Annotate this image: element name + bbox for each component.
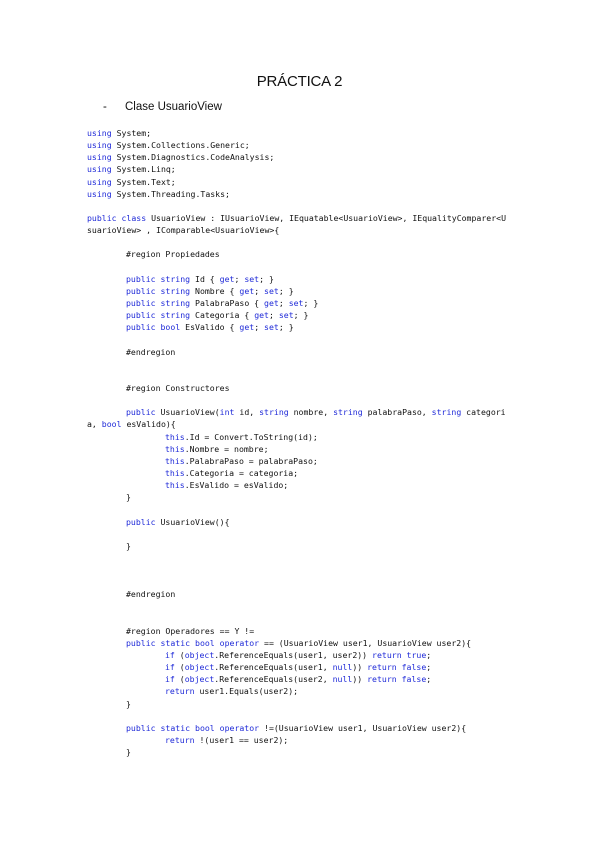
code-line [87,406,527,418]
code-keyword: this [165,467,185,478]
code-keyword: set [264,285,279,296]
code-line [87,625,527,637]
code-text: == (UsuarioView user1, UsuarioView user2){ [259,637,472,648]
code-text: ; [426,674,432,685]
code-line [87,734,527,746]
code-keyword: get [219,273,235,284]
code-line [87,637,527,649]
code-line [87,503,527,515]
code-line [87,139,527,151]
code-keyword: string [333,407,363,418]
code-line [87,491,527,503]
code-line [87,661,527,673]
code-line [87,673,527,685]
code-keyword: if [165,674,175,685]
code-text: ; [254,322,265,333]
code-text: .Categoria = categoria; [184,467,299,478]
bullet-dash: - [103,101,107,113]
section-heading-text: Clase UsuarioView [125,101,222,113]
code-keyword: public class [87,212,147,223]
code-keyword: null [332,662,353,673]
code-line [87,188,527,200]
code-keyword: public [126,516,156,527]
code-keyword: return [165,686,195,697]
code-keyword: int [219,407,235,418]
code-keyword: using [87,152,112,163]
code-text: )) [352,674,368,685]
code-keyword: using [87,128,112,138]
code-keyword: return false [367,674,427,685]
code-text: Categoria { [190,310,255,321]
code-text: } [126,747,131,758]
code-text: palabraPaso, [362,407,432,418]
code-text: #region Operadores == Y != [126,625,255,636]
code-line [87,746,527,758]
code-line [87,710,527,722]
code-keyword: return true [372,650,427,661]
code-keyword: using [87,176,112,187]
code-line [87,516,527,528]
code-text: ; [426,662,432,673]
code-text: Id { [190,273,220,284]
code-text: System.Text; [111,176,176,187]
code-text: } [126,540,131,551]
code-text: nombre, [288,407,334,418]
code-text: ; } [303,297,319,308]
code-text: ( [174,650,185,661]
code-text: !=(UsuarioView user1, UsuarioView user2){ [259,722,467,733]
code-line [87,358,527,370]
code-keyword: public string [126,297,191,308]
code-line [87,309,527,321]
code-line [87,576,527,588]
code-line [87,600,527,612]
code-keyword: set [264,322,279,333]
code-text: ( [174,674,185,685]
code-line [87,151,527,163]
code-text: System.Linq; [111,164,176,175]
code-text: #endregion [126,346,176,357]
code-keyword: public string [126,273,191,284]
code-keyword: public [126,407,156,418]
code-text: .ReferenceEquals(user1, [214,662,333,673]
code-text: .ReferenceEquals(user2, [214,674,333,685]
code-line [87,382,527,394]
code-text: UsuarioView( [155,407,220,418]
code-line [87,273,527,285]
code-line [87,467,527,479]
code-line [87,394,527,406]
code-keyword: using [87,164,112,175]
code-keyword: using [87,188,112,199]
code-line [87,200,527,212]
code-text: ; [234,273,245,284]
code-keyword: string [259,407,289,418]
code-line [87,455,527,467]
section-heading [103,101,222,113]
code-keyword: object [184,674,215,685]
code-text: .EsValido = esValido; [184,480,289,491]
code-line [87,333,527,345]
code-line [87,176,527,188]
code-line [87,431,527,443]
code-line [87,722,527,734]
code-keyword: string [431,407,462,418]
page-title: PRÁCTICA 2 [256,73,343,90]
code-line [87,528,527,540]
code-line [87,613,527,625]
code-block [87,127,527,758]
code-text: id, [234,407,260,418]
code-keyword: set [288,297,304,308]
code-line [87,346,527,358]
code-line [87,248,527,260]
code-keyword: get [264,297,279,308]
code-keyword: public static bool operator [126,722,260,733]
code-line [87,564,527,576]
code-keyword: get [239,322,255,333]
code-keyword: set [278,310,294,321]
code-text: )) [352,662,368,673]
code-line [87,649,527,661]
code-text: .ReferenceEquals(user1, user2)) [214,650,373,661]
code-keyword: this [165,431,185,442]
code-keyword: public string [126,310,191,321]
code-text: .Nombre = nombre; [184,443,269,454]
code-text: ; [278,297,289,308]
code-text: #endregion [126,589,176,600]
code-text: ( [174,662,185,673]
code-keyword: null [332,674,353,685]
code-text: UsuarioView : IUsuarioView, IEquatable<UsuarioView>, IEqualityComparer<U [146,212,506,223]
code-line [87,212,527,224]
code-keyword: bool [101,419,122,430]
code-line [87,224,527,236]
code-keyword: if [165,662,175,673]
code-text: ; } [293,310,309,321]
code-text: esValido){ [121,419,176,430]
code-keyword: return false [367,662,427,673]
code-text: } [126,698,131,709]
code-keyword: public static bool operator [126,637,260,648]
code-text: } [126,492,131,503]
code-text: .Id = Convert.ToString(id); [184,431,318,442]
code-line [87,285,527,297]
code-line [87,297,527,309]
code-text: UsuarioView(){ [155,516,230,527]
code-text: PalabraPaso { [190,297,265,308]
code-keyword: object [184,662,215,673]
code-keyword: this [165,480,185,491]
code-keyword: using [87,140,112,151]
code-text: EsValido { [180,322,240,333]
code-text: System.Collections.Generic; [111,140,250,151]
code-text: ; [426,650,432,661]
code-line [87,552,527,564]
code-line [87,370,527,382]
code-keyword: this [165,443,185,454]
code-line [87,685,527,697]
code-line [87,163,527,175]
code-line [87,588,527,600]
code-line [87,698,527,710]
code-text: #region Constructores [126,382,230,393]
code-line [87,321,527,333]
code-text: categori [461,407,506,418]
code-text: System; [111,128,152,138]
code-line [87,236,527,248]
code-line [87,261,527,273]
code-text: !(user1 == user2); [194,735,289,746]
code-text: System.Diagnostics.CodeAnalysis; [111,152,275,163]
code-keyword: object [184,650,215,661]
code-text: ; [254,285,265,296]
code-keyword: this [165,455,185,466]
code-line [87,418,527,430]
code-keyword: set [244,273,260,284]
code-keyword: return [165,735,195,746]
code-text: ; } [278,322,294,333]
code-text: ; [268,310,279,321]
code-line [87,479,527,491]
code-keyword: if [165,650,175,661]
code-text: #region Propiedades [126,249,220,260]
code-text: suarioView> , IComparable<UsuarioView>{ [87,225,280,236]
code-text: .PalabraPaso = palabraPaso; [184,455,318,466]
code-keyword: get [239,285,255,296]
code-text: user1.Equals(user2); [194,686,299,697]
code-keyword: get [254,310,269,321]
code-text: Nombre { [190,285,240,296]
code-keyword: public bool [126,322,181,333]
code-line [87,540,527,552]
code-text: ; } [278,285,294,296]
code-text: a, [87,419,102,430]
code-text: System.Threading.Tasks; [111,188,230,199]
code-line [87,443,527,455]
code-text: ; } [259,273,274,284]
code-keyword: public string [126,285,191,296]
code-line [87,127,527,139]
